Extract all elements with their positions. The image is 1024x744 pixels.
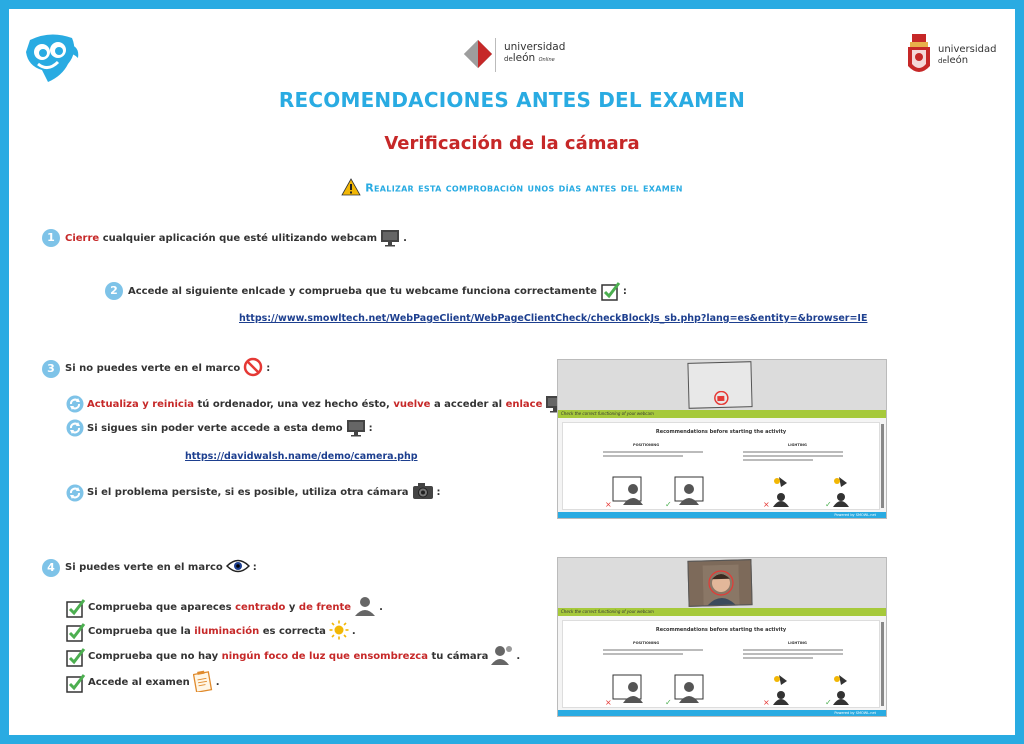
- shot-panel: [562, 422, 880, 510]
- item-end: .: [379, 602, 383, 613]
- check-item-4: [66, 670, 220, 695]
- step-1-verb: Cierre: [65, 232, 100, 244]
- step-number: 2: [105, 282, 123, 300]
- item-red-1: centrado: [235, 602, 286, 613]
- svg-text:×: ×: [605, 698, 612, 707]
- shadowed-person-icon: [491, 645, 513, 668]
- shot-footer-text: Powered by SMOWL.net: [834, 711, 876, 715]
- shot-footer-text: Powered by SMOWL.net: [834, 513, 876, 517]
- monitor-icon: [346, 419, 366, 437]
- camera-demo-link[interactable]: https://davidwalsh.name/demo/camera.php: [185, 451, 418, 462]
- universidad-leon-crest-logo: [906, 34, 1006, 80]
- shot-footer: [558, 710, 886, 716]
- check-item-3: [66, 645, 520, 668]
- monitor-icon: [380, 229, 400, 247]
- shot-col-positioning: POSITIONING: [633, 443, 660, 447]
- face-detected-icon: [703, 565, 740, 606]
- warning-text: Realizar esta comprobación unos días antes del examen: [365, 181, 683, 195]
- step-1-end: .: [403, 232, 407, 244]
- step-3-item-3: [66, 482, 441, 503]
- universidad-leon-online-logo: [462, 38, 572, 72]
- item-text-2: a acceder al: [433, 398, 503, 410]
- shot-banner-text: Check the correct functioning of your webcam: [561, 609, 654, 614]
- item-text-1: Comprueba que no hay: [88, 651, 219, 662]
- refresh-icon: [66, 395, 84, 413]
- warning-icon: [341, 178, 361, 199]
- item-red-1: Actualiza y reinicia: [87, 398, 195, 410]
- item-red-1: iluminación: [194, 626, 260, 637]
- item-text-1: Accede al examen: [88, 677, 190, 688]
- webcam-check-screenshot-fail: [557, 359, 887, 519]
- item-end: :: [368, 422, 373, 434]
- item-red-2: de frente: [298, 602, 352, 613]
- sun-icon: [329, 620, 349, 643]
- step-1: [42, 229, 407, 247]
- person-icon: [354, 596, 376, 619]
- item-text-1: Comprueba que apareces: [88, 602, 232, 613]
- item-red-1: ningún foco de luz que ensombrezca: [221, 651, 428, 662]
- svg-text:×: ×: [605, 500, 612, 509]
- step-3-item-2: [66, 419, 373, 437]
- step-4-text: Si puedes verte en el marco: [65, 562, 223, 573]
- shot-banner-text: Check the correct functioning of your webcam: [561, 411, 654, 416]
- camera-frame-face: [687, 559, 752, 607]
- camera-icon: [412, 482, 434, 503]
- eye-icon: [226, 558, 250, 577]
- warning-note: [0, 178, 1024, 199]
- svg-text:✓: ✓: [665, 698, 672, 707]
- checkbox-icon: [66, 598, 86, 618]
- item-red-2: vuelve: [393, 398, 431, 410]
- shot-illustrations: [603, 473, 863, 509]
- right-logo-text: universidad deleón: [938, 44, 997, 66]
- page-subtitle: Verificación de la cámara: [384, 133, 640, 154]
- check-item-2: [66, 620, 356, 643]
- shot-footer: [558, 512, 886, 518]
- step-2: [105, 281, 627, 301]
- step-2-text: Accede al siguiente enlcade y comprueba que tu webcame funciona correctamente: [128, 285, 597, 297]
- item-red-3: enlace: [505, 398, 543, 410]
- step-number: 4: [42, 559, 60, 577]
- svg-text:✓: ✓: [825, 500, 832, 509]
- shot-illustrations: [603, 671, 863, 707]
- item-text-2: y: [288, 602, 296, 613]
- shot-panel: [562, 620, 880, 708]
- refresh-icon: [66, 419, 84, 437]
- prohibited-icon: [243, 357, 263, 380]
- check-item-1: [66, 596, 383, 619]
- checkbox-icon: [66, 647, 86, 667]
- step-3: [42, 357, 270, 380]
- checkbox-icon: [66, 622, 86, 642]
- svg-text:✓: ✓: [665, 500, 672, 509]
- camera-off-icon: [713, 391, 729, 405]
- step-4: [42, 558, 257, 577]
- svg-text:×: ×: [763, 500, 770, 509]
- item-end: .: [215, 677, 220, 688]
- item-text-1: Comprueba que la: [88, 626, 191, 637]
- checkbox-icon: [601, 281, 621, 301]
- webcam-check-screenshot-ok: [557, 557, 887, 717]
- shot-banner: [558, 410, 886, 418]
- svg-text:✓: ✓: [825, 698, 832, 707]
- item-text-1: tú ordenador, una vez hecho ésto,: [197, 398, 390, 410]
- item-text-2: es correcta: [262, 626, 326, 637]
- page-title: RECOMENDACIONES ANTES DEL EXAMEN: [278, 88, 746, 112]
- step-2-end: :: [622, 285, 627, 297]
- webcam-check-link[interactable]: https://www.smowltech.net/WebPageClient/WebPageClientCheck/checkBlockJs_sb.php?lang=es&entity=&browser=IE: [239, 313, 868, 324]
- shot-col-positioning: POSITIONING: [633, 641, 660, 645]
- step-4-end: :: [252, 562, 257, 573]
- step-number: 3: [42, 360, 60, 378]
- svg-text:×: ×: [763, 698, 770, 707]
- shot-col-lighting: LIGHTING: [788, 443, 807, 447]
- checkbox-icon: [66, 673, 86, 693]
- item-end: :: [436, 487, 441, 498]
- step-number: 1: [42, 229, 60, 247]
- shot-col-lighting: LIGHTING: [788, 641, 807, 645]
- camera-frame-empty: [687, 361, 752, 409]
- smowl-mascot-logo: [22, 30, 80, 86]
- shot-title: Recommendations before starting the activity: [655, 627, 787, 633]
- shot-title: Recommendations before starting the activity: [655, 429, 787, 435]
- step-3-item-1: [66, 395, 572, 413]
- shot-banner: [558, 608, 886, 616]
- clipboard-icon: [193, 670, 213, 695]
- item-text: Si sigues sin poder verte accede a esta demo: [87, 422, 343, 434]
- refresh-icon: [66, 484, 84, 502]
- item-text-2: tu cámara: [431, 651, 489, 662]
- item-end: .: [351, 626, 356, 637]
- step-3-end: :: [266, 363, 271, 374]
- step-3-text: Si no puedes verte en el marco: [65, 363, 241, 374]
- item-end: .: [516, 651, 521, 662]
- center-logo-text: universidad deleón Online: [504, 41, 566, 64]
- item-text: Si el problema persiste, si es posible, utiliza otra cámara: [87, 487, 409, 498]
- step-1-text: cualquier aplicación que esté ulitizando webcam: [102, 232, 378, 244]
